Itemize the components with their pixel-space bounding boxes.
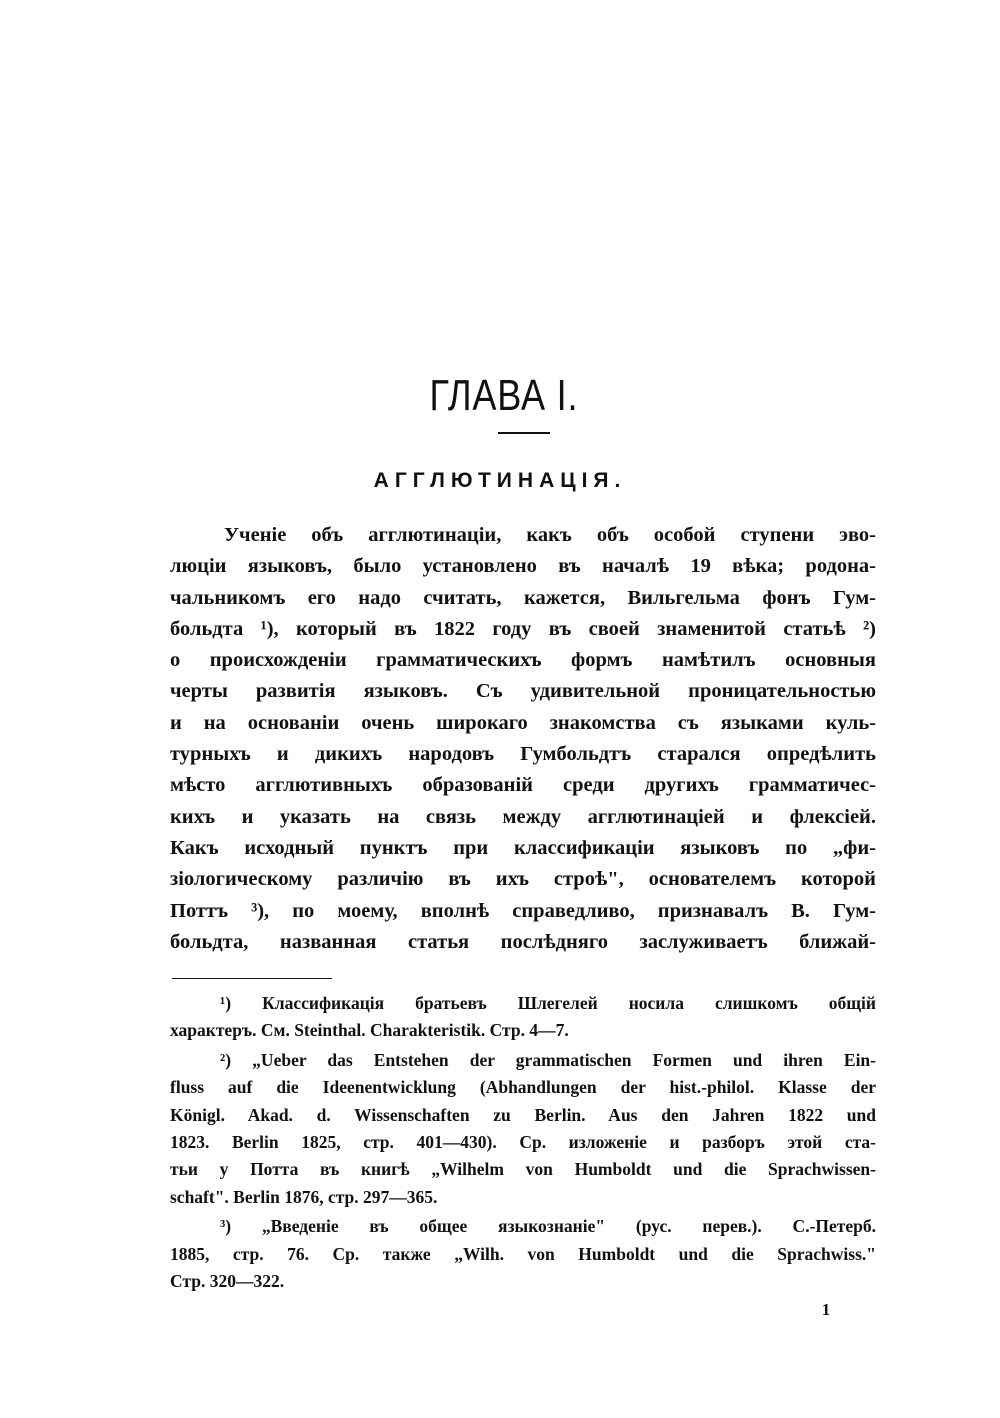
section-title: АГГЛЮТИНАЦІЯ. [373,469,627,492]
footnote-line: 1885, стр. 76. Ср. также „Wilh. von Humboldt und die Sprachwiss." [170,1243,876,1264]
body-paragraph [170,520,876,958]
footnote-divider [172,978,332,979]
body-line: Какъ исходный пунктъ при классификаціи языковъ по „фи- [170,836,876,859]
footnote-line: 1823. Berlin 1825, стр. 401—430). Ср. изложеніе и разборъ этой ста- [170,1131,876,1152]
body-line: Ученіе объ агглютинаціи, какъ объ особой ступени эво- [224,524,876,546]
footnote-1 [170,990,876,1045]
footnote-line: ²) „Ueber das Entstehen der grammatischen Formen und ihren Ein- [220,1049,876,1070]
footnote-line: Стр. 320—322. [170,1270,285,1291]
footnote-line: ¹) Классификація братьевъ Шлегелей носила слишкомъ общій [220,993,876,1013]
footnote-line: ³) „Введеніе въ общее языкознаніе" (рус. перев.). С.-Петерб. [220,1216,876,1237]
body-line: больдта, названная статья послѣдняго заслуживаетъ ближай- [170,930,876,953]
body-line: и на основаніи очень широкаго знакомства съ языками куль- [170,711,876,734]
footnote-line: тьи у Потта въ книгѣ „Wilhelm von Humboldt und die Sprachwissen- [170,1159,876,1180]
body-line: черты развитія языковъ. Съ удивительной проницательностью [170,680,876,703]
title-divider [498,432,550,434]
body-line: турныхъ и дикихъ народовъ Гумбольдтъ старался опредѣлить [170,743,876,766]
footnote-line: fluss auf die Ideenentwicklung (Abhandlungen der hist.-philol. Klasse der [170,1077,876,1098]
body-line: зіологическому различію въ ихъ строѣ", основателемъ которой [170,868,876,891]
body-line: кихъ и указать на связь между агглютинаціей и флексіей. [170,805,876,828]
body-line: о происхожденіи грамматическихъ формъ намѣтилъ основныя [170,649,876,672]
footnote-2 [170,1047,876,1211]
footnote-3 [170,1213,876,1295]
footnote-line: характеръ. См. Steinthal. Charakteristik. Стр. 4—7. [170,1020,569,1041]
chapter-title: ГЛАВА I. [429,371,579,420]
body-line: мѣсто агглютивныхъ образованій среди другихъ грамматичес- [170,774,876,797]
page-number: 1 [821,1300,831,1319]
footnote-line: Königl. Akad. d. Wissenschaften zu Berlin. Aus den Jahren 1822 und [170,1104,876,1125]
body-line: больдта ¹), который въ 1822 году въ своей знаменитой статьѣ ²) [170,617,876,640]
body-line: люціи языковъ, было установлено въ началѣ 19 вѣка; родона- [170,555,876,578]
body-line: чальникомъ его надо считать, кажется, Вильгельма фонъ Гум- [170,586,876,609]
footnote-line: schaft". Berlin 1876, стр. 297—365. [170,1186,438,1207]
footnotes [170,990,876,1295]
body-line: Поттъ ³), по моему, вполнѣ справедливо, признавалъ В. Гум- [170,899,876,922]
